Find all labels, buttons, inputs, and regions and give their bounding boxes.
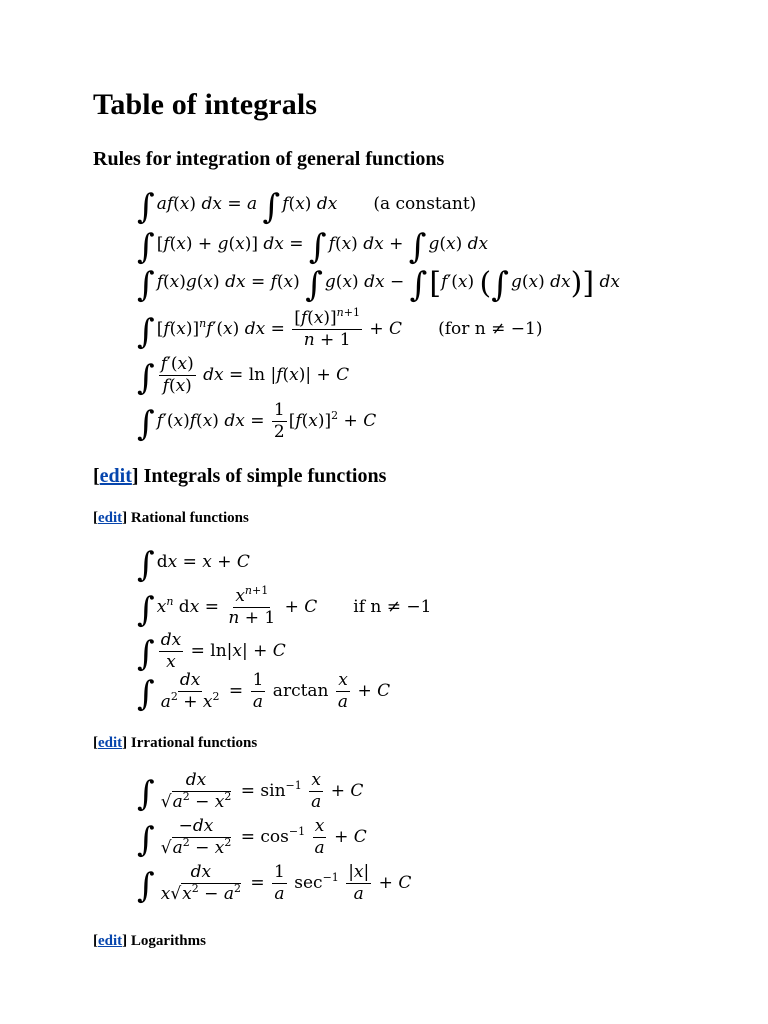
- section-heading-simple: [edit] Integrals of simple functions: [93, 465, 387, 487]
- edit-link-irrational[interactable]: edit: [98, 735, 123, 751]
- note-if-n: if n ≠ −1: [353, 597, 432, 617]
- equation-integration-by-parts: ∫ f(x)g(x) dx = f(x) ∫ g(x) dx − ∫[f′(x) (∫ g(x) dx)] dx: [137, 265, 620, 305]
- equation-rational-arctan: ∫ $\frac{dx}{a^2 + x^2}$ = $\frac{1}{a}$ arctan $\frac{x}{a}$ + C: [137, 670, 391, 714]
- equation-irrational-arcsec: ∫ $\frac{dx}{x√x^2 - a^2}$ = $\frac{1}{a}$ $\sec^{-1}$ $\frac{|x|}{a}$ + C: [137, 862, 412, 906]
- equation-rational-dx: ∫ dx = x + C: [137, 545, 250, 585]
- equation-rational-power: ∫ $x^n$ dx = $\frac{x^{n+1}}{n + 1}$ + C if n ≠ −1: [137, 584, 432, 630]
- equation-irrational-arccos: ∫ $\frac{-dx}{√a^2 - x^2}$ = $\cos^{-1}$ $\frac{x}{a}$ + C: [137, 816, 367, 860]
- section-heading-general: Rules for integration of general functions: [93, 148, 445, 170]
- edit-link-rational[interactable]: edit: [98, 510, 123, 526]
- equation-log-derivative: ∫ $\frac{f'(x)}{f(x)}$ dx = ln |f(x)| + C: [137, 354, 350, 398]
- subsection-heading-irrational: [edit] Irrational functions: [93, 735, 258, 751]
- equation-square-rule: ∫ f′(x)f(x) dx = $\frac{1}{2}$ $[f(x)]^2 + C$: [137, 400, 377, 444]
- page-title: Table of integrals: [93, 88, 318, 121]
- equation-sum-rule: ∫ [f(x) + g(x)] dx = ∫ f(x) dx + ∫ g(x) dx: [137, 227, 489, 267]
- equation-constant-multiple: ∫ af(x) dx = a ∫ f(x) dx (a constant): [137, 187, 477, 227]
- equation-rational-log: ∫ $\frac{dx}{x}$ = ln|x| + C: [137, 630, 286, 674]
- note-for-n: (for n ≠ −1): [438, 319, 543, 339]
- equation-power-chain: ∫ $[f(x)]^nf'(x)$ dx = $\frac{[f(x)]^{n+1}}{n + 1}$ + C (for n ≠ −1): [137, 306, 543, 352]
- edit-link-logarithms[interactable]: edit: [98, 933, 123, 949]
- subsection-heading-rational: [edit] Rational functions: [93, 510, 249, 526]
- subsection-heading-logarithms: [edit] Logarithms: [93, 933, 206, 949]
- equation-irrational-arcsin: ∫ $\frac{dx}{√a^2 - x^2}$ = $\sin^{-1}$ $\frac{x}{a}$ + C: [137, 770, 364, 814]
- edit-link-simple[interactable]: edit: [99, 465, 132, 487]
- note-a-constant: (a constant): [373, 194, 477, 214]
